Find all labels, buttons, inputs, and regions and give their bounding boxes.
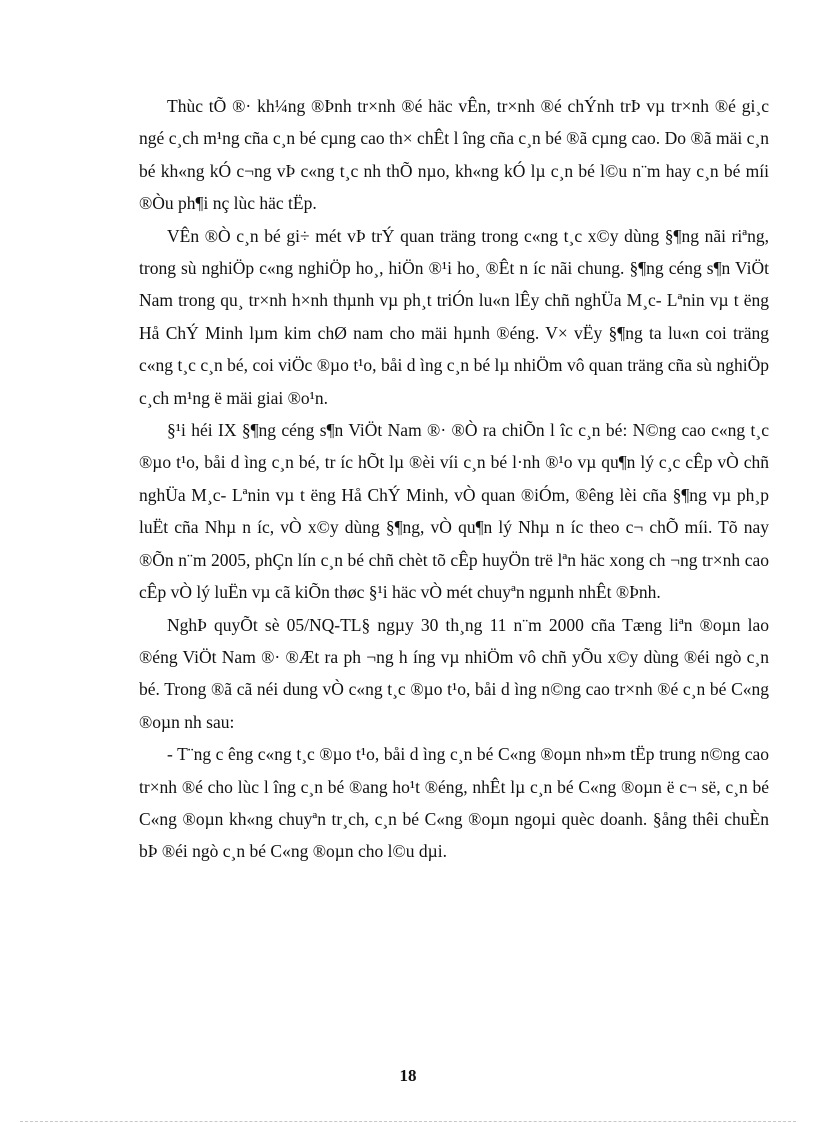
- paragraph-4: NghÞ quyÕt sè 05/NQ-TL§ ngµy 30 th¸ng 11 n¨m 2000 cña Tæng liªn ®oµn lao ®éng ViÖt Nam ®· ®Æt ra ph ¬ng h íng vµ nhiÖm vô chñ yÕu x©y dùng ®éi ngò c¸n bé. Trong ®ã cã néi dung vÒ c«ng t¸c ®µo t¹o, båi d ìng n©ng cao tr×nh ®é c¸n bé C«ng ®oµn nh sau:: [139, 614, 769, 732]
- paragraph-5: - T¨ng c êng c«ng t¸c ®µo t¹o, båi d ìng c¸n bé C«ng ®oµn nh»m tËp trung n©ng cao tr×nh ®é cho lùc l îng c¸n bé ®ang ho¹t ®éng, nhÊt lµ c¸n bé C«ng ®oµn ë c¬ së, c¸n bé C«ng ®oµn kh«ng chuyªn tr¸ch, c¸n bé C«ng ®oµn ngoµi quèc doanh. §ång thêi chuÈn bÞ ®éi ngò c¸n bé C«ng ®oµn cho l©u dµi.: [139, 744, 769, 862]
- document-body: [139, 90, 769, 868]
- page-number: 18: [399, 1066, 417, 1085]
- page-bottom-divider: [20, 1121, 796, 1122]
- paragraph-2: VÊn ®Ò c¸n bé gi÷ mét vÞ trÝ quan träng trong c«ng t¸c x©y dùng §¶ng nãi riªng, trong sù nghiÖp c«ng nghiÖp ho¸, hiÖn ®¹i ho¸ ®Êt n íc nãi chung. §¶ng céng s¶n ViÖt Nam trong qu¸ tr×nh h×nh thµnh vµ ph¸t triÓn lu«n lÊy chñ nghÜa M¸c- Lªnin vµ t ëng Hå ChÝ Minh lµm kim chØ nam cho mäi hµnh ®éng. V× vËy §¶ng ta lu«n coi träng c«ng t¸c c¸n bé, coi viÖc ®µo t¹o, båi d ìng c¸n bé lµ nhiÖm vô quan träng cña sù nghiÖp c¸ch m¹ng ë mäi giai ®o¹n.: [139, 225, 769, 408]
- paragraph-3: §¹i héi IX §¶ng céng s¶n ViÖt Nam ®· ®Ò ra chiÕn l îc c¸n bé: N©ng cao c«ng t¸c ®µo t¹o, båi d ìng c¸n bé, tr íc hÕt lµ ®èi víi c¸n bé l·nh ®¹o vµ qu¶n lý c¸c cÊp vÒ chñ nghÜa M¸c- Lªnin vµ t ëng Hå ChÝ Minh, vÒ quan ®iÓm, ®êng lèi cña §¶ng vµ ph¸p luËt cña Nhµ n íc, vÒ x©y dùng §¶ng, vÒ qu¶n lý Nhµ n íc theo c¬ chÕ míi. Tõ nay ®Õn n¨m 2005, phÇn lín c¸n bé chñ chèt tõ cÊp huyÖn trë lªn häc xong ch ¬ng tr×nh cao cÊp vÒ lý luËn vµ cã kiÕn thøc §¹i häc vÒ mét chuyªn ngµnh nhÊt ®Þnh.: [139, 420, 769, 603]
- paragraph-1: Thùc tÕ ®· kh¼ng ®Þnh tr×nh ®é häc vÊn, tr×nh ®é chÝnh trÞ vµ tr×nh ®é gi¸c ngé c¸ch m¹ng cña c¸n bé cµng cao th× chÊt l îng cña c¸n bé ®ã cµng cao. Do ®ã mäi c¸n bé kh«ng kÓ c¬ng vÞ c«ng t¸c nh thÕ nµo, kh«ng kÓ lµ c¸n bé l©u n¨m hay c¸n bé míi ®Òu ph¶i nç lùc häc tËp.: [139, 96, 769, 214]
